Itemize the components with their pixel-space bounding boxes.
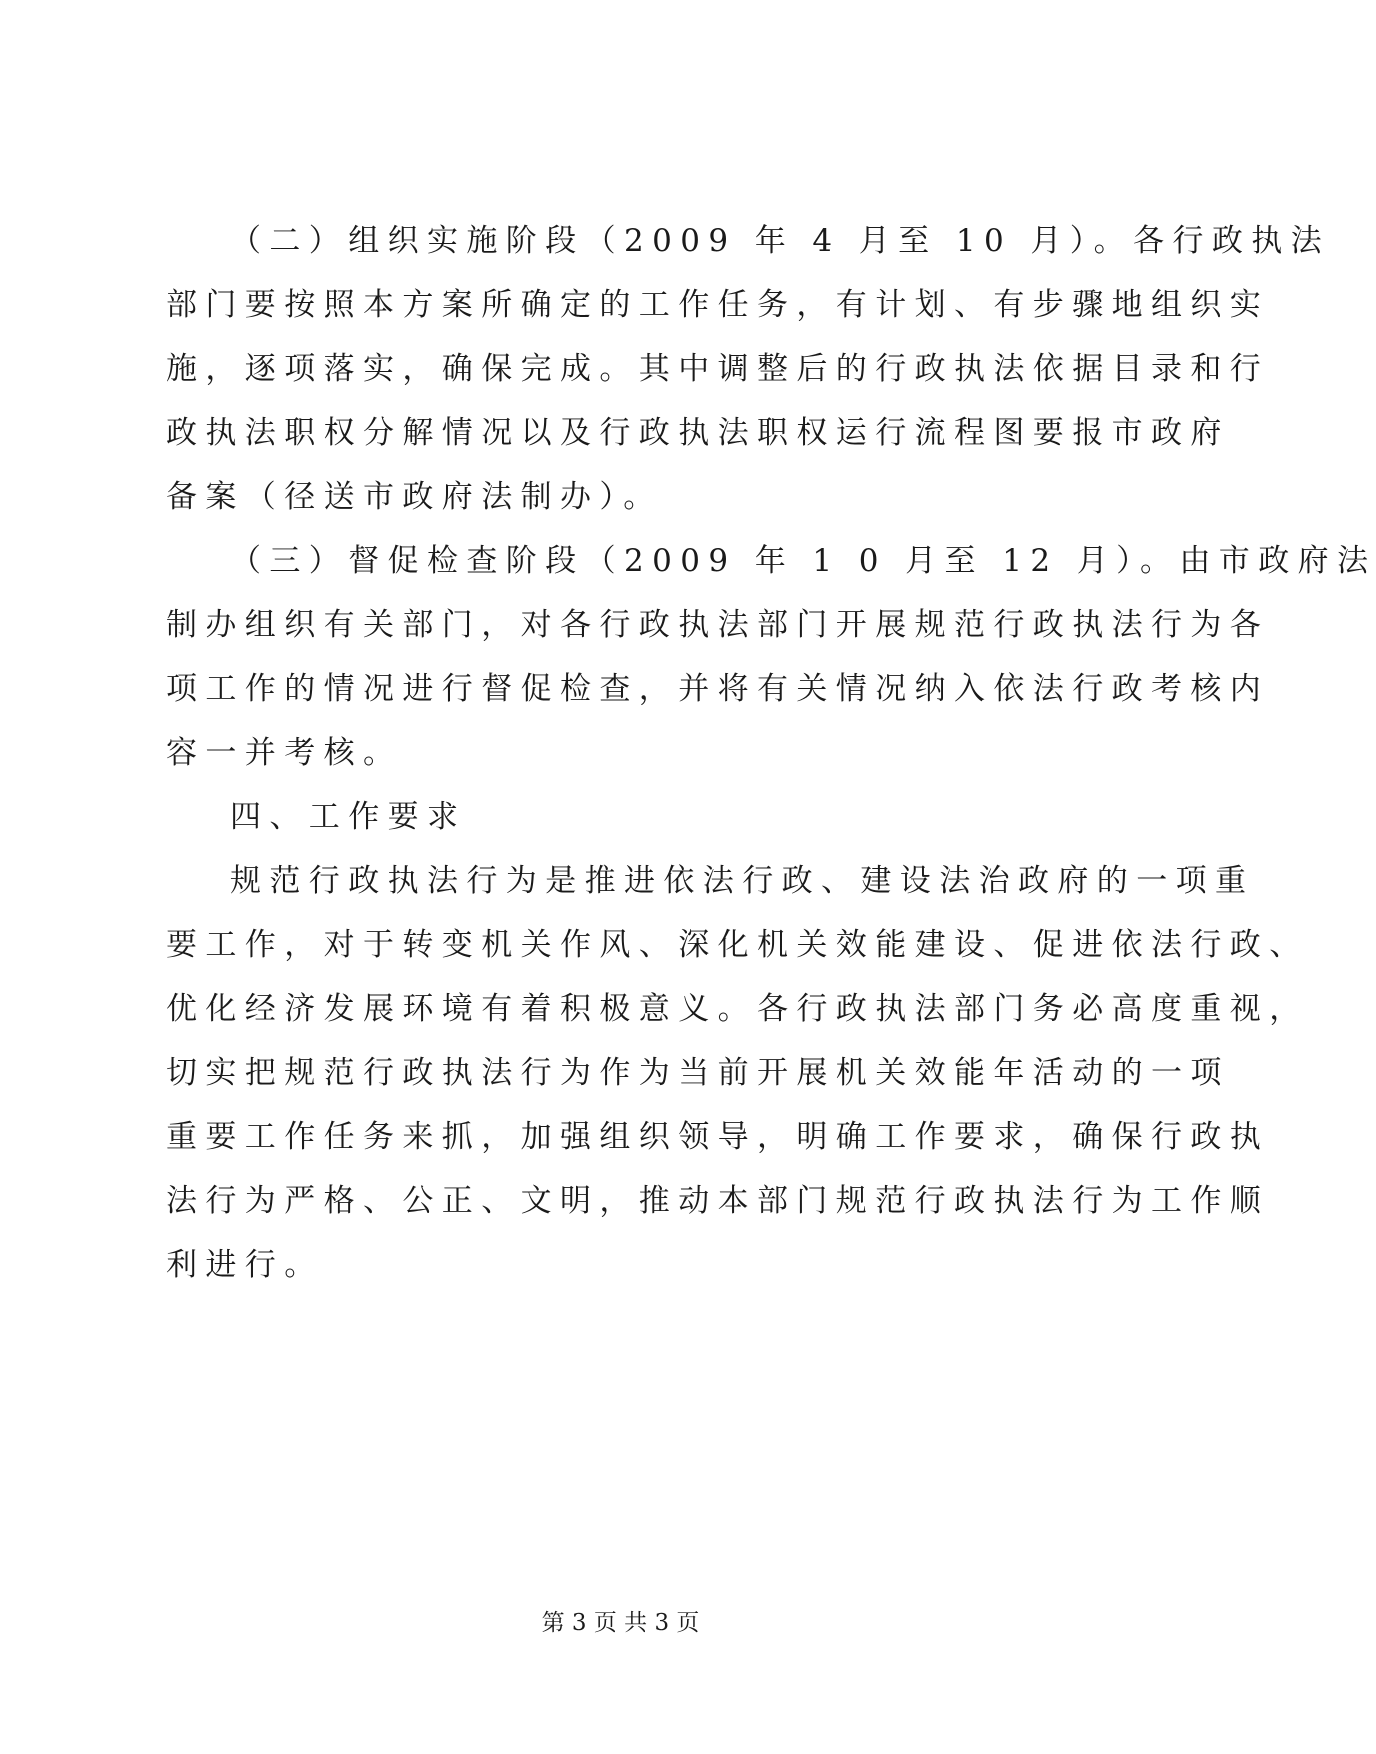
- paragraph-line: 规范行政执法行为是推进依法行政、建设法治政府的一项重: [230, 863, 1255, 899]
- paragraph-line: 优化经济发展环境有着积极意义。各行政执法部门务必高度重视，: [166, 991, 1309, 1027]
- paragraph-line: 法行为严格、公正、文明，推动本部门规范行政执法行为工作顺: [166, 1183, 1270, 1219]
- paragraph-line: 施，逐项落实，确保完成。其中调整后的行政执法依据目录和行: [166, 351, 1270, 387]
- paragraph-line: 切实把规范行政执法行为作为当前开展机关效能年活动的一项: [166, 1055, 1230, 1091]
- paragraph-line: 部门要按照本方案所确定的工作任务，有计划、有步骤地组织实: [166, 287, 1270, 323]
- paragraph-line: 重要工作任务来抓，加强组织领导，明确工作要求，确保行政执: [166, 1119, 1270, 1155]
- section-heading: 四、工作要求: [230, 799, 467, 835]
- paragraph-line: 利进行。: [166, 1247, 324, 1283]
- paragraph-line: 备案（径送市政府法制办）。: [166, 479, 663, 515]
- paragraph-line: （二）组织实施阶段（2009 年 4 月至 10 月）。各行政执法: [230, 223, 1331, 259]
- paragraph-line: 容一并考核。: [166, 735, 403, 771]
- paragraph-line: 制办组织有关部门，对各行政执法部门开展规范行政执法行为各: [166, 607, 1270, 643]
- paragraph-line: （三）督促检查阶段（2009 年 1 0 月至 12 月）。由市政府法: [230, 543, 1376, 579]
- paragraph-line: 项工作的情况进行督促检查，并将有关情况纳入依法行政考核内: [166, 671, 1270, 707]
- page-footer: 第 3 页 共 3 页: [541, 1610, 700, 1636]
- paragraph-line: 要工作，对于转变机关作风、深化机关效能建设、促进依法行政、: [166, 927, 1309, 963]
- paragraph-line: 政执法职权分解情况以及行政执法职权运行流程图要报市政府: [166, 415, 1230, 451]
